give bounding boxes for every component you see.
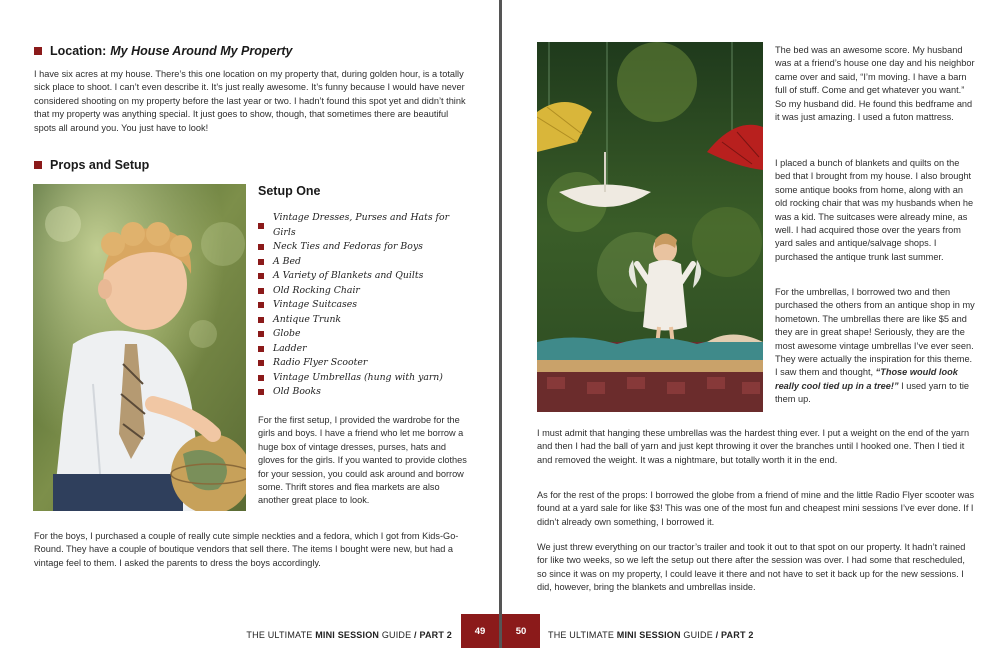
list-bullet <box>258 346 264 352</box>
page-number-49: 49 <box>461 614 499 648</box>
umbrellas-paragraph <box>775 286 975 407</box>
footer-title-suffix: GUIDE <box>381 630 412 640</box>
footer-part: / PART 2 <box>715 630 754 640</box>
setup-list-item <box>258 255 468 270</box>
setup-list-item <box>258 298 468 313</box>
list-bullet <box>258 223 264 229</box>
setup-list-item-label: Old Books <box>273 386 321 397</box>
setup-list-item-label: Ladder <box>273 342 307 354</box>
left-page <box>0 0 500 648</box>
list-bullet <box>258 375 264 381</box>
setup-list-item-label: Vintage Dresses, Purses and Hats for Girls <box>273 212 450 238</box>
setup-one-title: Setup One <box>258 184 321 198</box>
footer-title-bold: MINI SESSION <box>616 630 681 640</box>
list-bullet <box>258 331 264 337</box>
trailer-paragraph: We just threw everything on our tractor’s trailer and took it out to that spot on our property. It hadn’t rained for like two weeks, so we left the setup out there after the session was over. I had some that rescheduled, so since it was on my property, I could leave it there and not have to set it back up for the new sessions. I did, however, bring the blankets and umbrellas inside. <box>537 542 966 593</box>
setup-list-item <box>258 385 468 400</box>
heading-bullet <box>34 161 42 169</box>
setup-list-item <box>258 240 468 255</box>
setup-one-list <box>258 211 468 400</box>
boys-paragraph: For the boys, I purchased a couple of really cute simple neckties and a fedora, which I got from Kids-Go-Round. They have a couple of boutique vendors that sell there. The items I bought were new, but had a vintage feel to them. I asked the parents to dress the boys accordingly. <box>34 531 459 568</box>
setup-list-item <box>258 211 468 240</box>
umbrellas-quote: “Those would look really cool tied up in a tree!” <box>775 367 958 391</box>
list-bullet <box>258 288 264 294</box>
setup-list-item-label: Radio Flyer Scooter <box>273 357 368 368</box>
list-bullet <box>258 244 264 250</box>
props-heading-label: Props and Setup <box>50 158 150 172</box>
list-bullet <box>258 273 264 279</box>
list-bullet <box>258 259 264 265</box>
setup-list-item <box>258 313 468 328</box>
footer-title-suffix: GUIDE <box>683 630 713 640</box>
footer-title-bold: MINI SESSION <box>315 630 380 640</box>
setup-list-item-label: Old Rocking Chair <box>273 284 360 296</box>
setup-list-item <box>258 269 468 284</box>
setup-list-item <box>258 284 468 299</box>
hanging-paragraph: I must admit that hanging these umbrellas was the hardest thing ever. I put a weight on the end of the yarn and then I had the ball of yarn and just kept throwing it over the branches until I hooked one. Then I tied it and removed the weight. It was a nightmare, but totally worth it in the end. <box>537 428 970 465</box>
setup-list-item-label: Globe <box>273 328 301 339</box>
footer-title-prefix: THE ULTIMATE <box>548 630 615 640</box>
blankets-paragraph: I placed a bunch of blankets and quilts on the bed that I brought from my house. I also brought some antique books from home, along with an old rocking chair that was my husbands when he was a kid. The suitcases were already mine, as well. I had acquired those over the years from yard sales and antique/salvage shops. I purchased the antique trunk last summer. <box>775 158 974 262</box>
props-paragraph: As for the rest of the props: I borrowed the globe from a friend of mine and the little Radio Flyer scooter was found at a yard sale for like $3! This was one of the most fun and cheapest mini sessions I’ve ever done. If I didn’t already own something, I borrowed it. <box>537 490 975 527</box>
boy-photo-illustration <box>33 184 246 511</box>
heading-bullet <box>34 47 42 55</box>
right-footer <box>548 630 754 640</box>
girl-umbrellas-photo <box>537 42 763 412</box>
setup-list-item-label: Vintage Umbrellas (hung with yarn) <box>273 371 443 383</box>
list-bullet <box>258 302 264 308</box>
umbrellas-end: I used yarn to tie them up. <box>775 380 970 405</box>
location-heading-label: Location: <box>50 44 107 58</box>
setup-list-item <box>258 327 468 342</box>
list-bullet <box>258 360 264 366</box>
setup-list-item-label: Vintage Suitcases <box>273 299 358 310</box>
footer-part: / PART 2 <box>414 630 452 640</box>
bed-paragraph: The bed was an awesome score. My husband was at a friend’s house one day and his neighbor came over and said, “I’m moving. I have a barn full of stuff. Come and get whatever you want.” So my husband did. He found this bedframe and it was just amazing. I used a futon mattress. <box>775 45 975 123</box>
location-heading <box>34 44 292 58</box>
setup-paragraph: For the first setup, I provided the wardrobe for the girls and boys. I have a friend who let me borrow a huge box of vintage dresses, purses, hats and gloves for the girls. If you wanted to provide clothes for your session, you could ask around and borrow some. Thrift stores and flea markets are also another great place to look. <box>258 415 467 506</box>
umbrellas-text: For the umbrellas, I borrowed two and then purchased the others from an antique shop in my hometown. The umbrellas there are like $5 and they are in great shape! Seriously, they are the most awesome vintage umbrellas I’ve ever seen. They were actually the inspiration for this theme. I saw them and thought, <box>775 287 975 378</box>
list-bullet <box>258 317 264 323</box>
setup-list-item-label: Neck Ties and Fedoras for Boys <box>273 241 423 252</box>
page-number-50: 50 <box>502 614 540 648</box>
setup-list-item <box>258 371 468 386</box>
setup-list-item <box>258 342 468 357</box>
setup-list-item <box>258 356 468 371</box>
setup-list-item-label: A Bed <box>273 255 301 267</box>
left-footer <box>246 630 452 640</box>
girl-umbrellas-illustration <box>537 42 763 412</box>
list-bullet <box>258 389 264 395</box>
boy-photo <box>33 184 246 511</box>
footer-title-prefix: THE ULTIMATE <box>246 630 313 640</box>
setup-list-item-label: Antique Trunk <box>273 313 342 325</box>
props-heading <box>34 158 149 172</box>
location-heading-italic: My House Around My Property <box>110 44 293 58</box>
location-paragraph: I have six acres at my house. There’s this one location on my property that, during golden hour, is a totally sick place to shoot. I can’t even describe it. It’s just really awesome. It’s funny because I would have never considered shooting on my property before the last year or two. I hadn’t found this spot yet and didn’t think that my property was anything special. It just goes to show, though, that sometimes there are beautiful spots all around you. You just have to look! <box>34 69 466 133</box>
setup-list-item-label: A Variety of Blankets and Quilts <box>273 270 424 281</box>
right-page <box>502 0 1002 648</box>
